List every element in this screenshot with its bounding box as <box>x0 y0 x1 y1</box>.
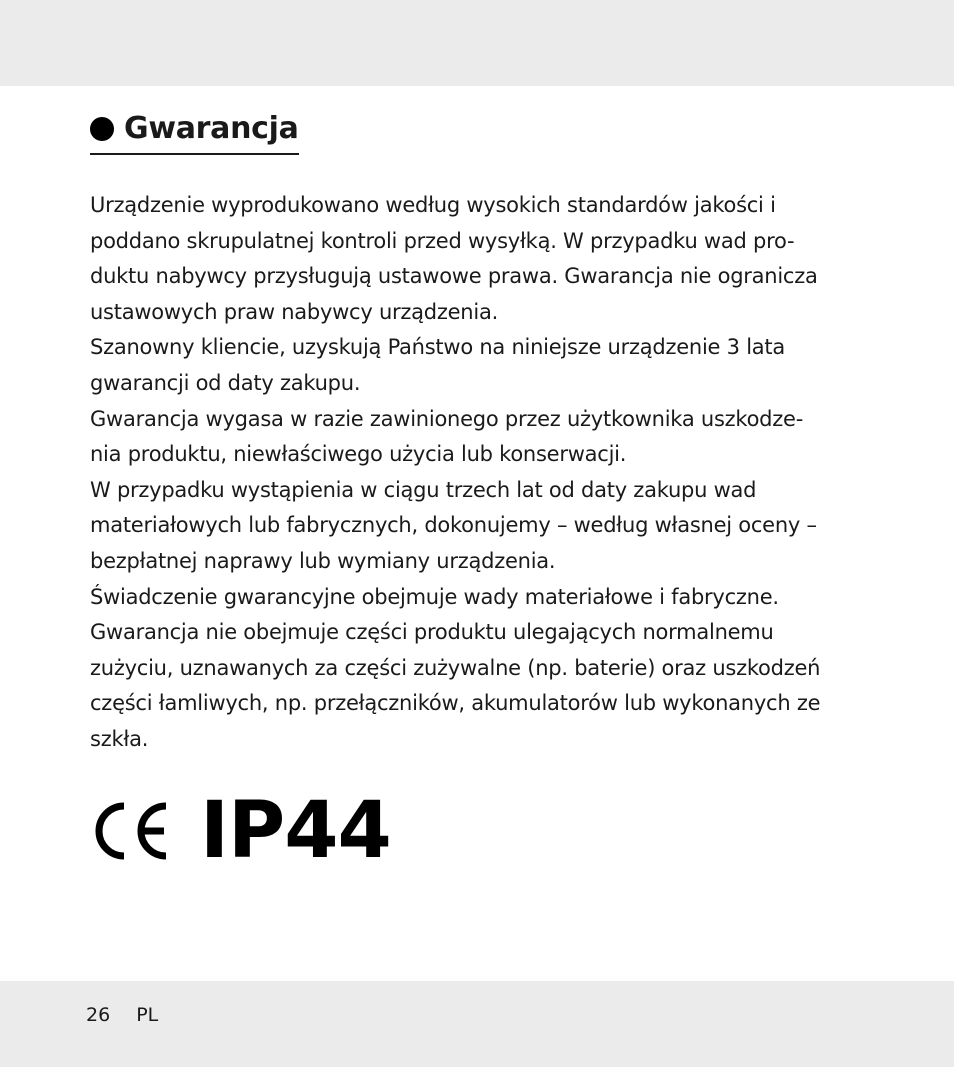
text-line: Urządzenie wyprodukowano według wysokich standardów jakości i <box>90 193 776 217</box>
heading-title: Gwarancja <box>124 111 299 146</box>
warranty-text <box>90 188 870 758</box>
text-line: ustawowych praw nabywcy urządzenia. <box>90 299 498 324</box>
language-code: PL <box>136 1004 159 1026</box>
text-line: zużyciu, uznawanych za części zużywalne (np. baterie) oraz uszkodzeń <box>90 655 821 680</box>
text-line: duktu nabywcy przysługują ustawowe prawa. Gwarancja nie ogranicza <box>90 264 818 289</box>
section-heading <box>90 110 299 155</box>
ce-mark-icon <box>90 800 170 862</box>
text-line: gwarancji od daty zakupu. <box>90 370 361 395</box>
certification-marks <box>90 786 391 876</box>
text-line: nia produktu, niewłaściwego użycia lub konserwacji. <box>90 442 627 467</box>
top-band <box>0 0 954 86</box>
text-line: bezpłatnej naprawy lub wymiany urządzenia. <box>90 548 556 573</box>
text-line: części łamliwych, np. przełączników, akumulatorów lub wykonanych ze <box>90 691 821 716</box>
bullet-icon <box>90 117 114 141</box>
text-line: W przypadku wystąpienia w ciągu trzech lat od daty zakupu wad <box>90 477 757 502</box>
text-line: materiałowych lub fabrycznych, dokonujemy – według własnej oceny – <box>90 513 817 538</box>
page-footer <box>86 1003 158 1027</box>
text-line: szkła. <box>90 726 149 751</box>
text-line: Szanowny kliencie, uzyskują Państwo na niniejsze urządzenie 3 lata <box>90 335 785 360</box>
text-line: poddano skrupulatnej kontroli przed wysyłką. W przypadku wad pro- <box>90 228 795 253</box>
page-number: 26 <box>86 1004 111 1026</box>
text-line: Gwarancja nie obejmuje części produktu ulegających normalnemu <box>90 620 774 645</box>
text-line: Gwarancja wygasa w razie zawinionego przez użytkownika uszkodze- <box>90 406 804 431</box>
ip-rating-label: IP44 <box>200 786 391 876</box>
text-line: Świadczenie gwarancyjne obejmuje wady materiałowe i fabryczne. <box>90 584 779 609</box>
